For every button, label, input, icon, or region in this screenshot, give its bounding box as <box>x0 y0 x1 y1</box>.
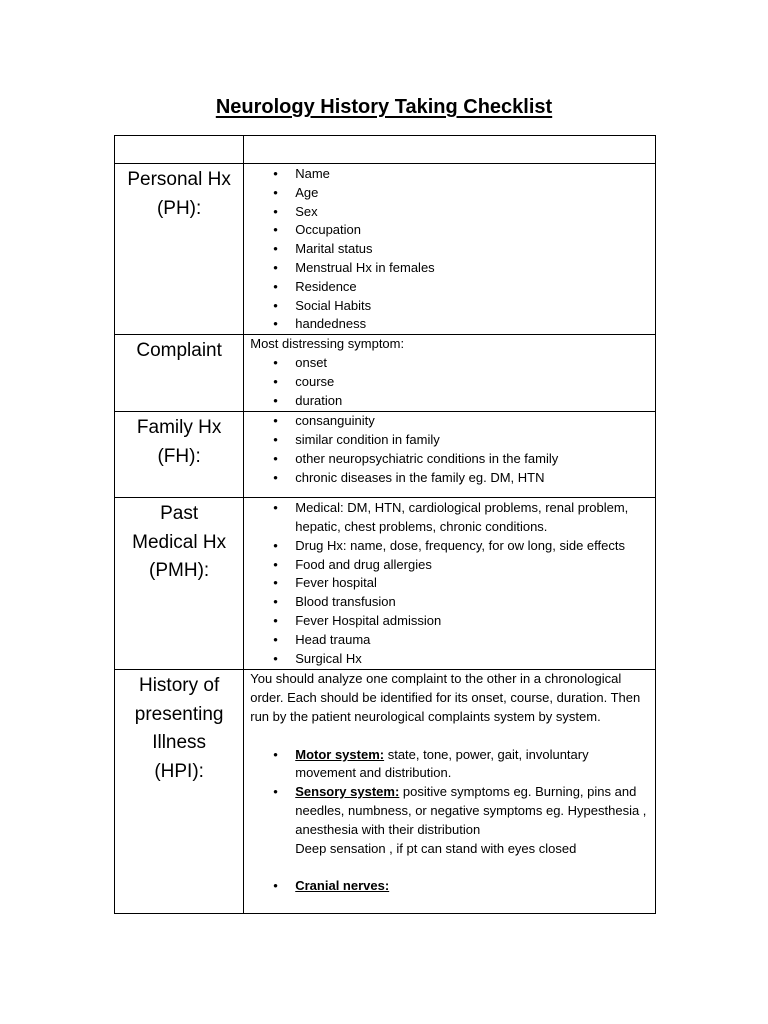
bullet-list <box>244 412 655 487</box>
complaint-intro: Most distressing symptom: <box>250 336 405 352</box>
header-row <box>115 136 656 164</box>
list-item: • Surgical Hx <box>295 650 655 669</box>
row-label <box>115 412 244 498</box>
list-item: • Name <box>295 165 655 184</box>
row-label <box>115 498 244 670</box>
row-label <box>115 670 244 914</box>
document-title: Neurology History Taking Checklist <box>215 96 553 118</box>
sensory-system-text: positive symptoms eg. Burning, pins and needles, numbness, or negative symptoms eg. Hypesthesia , anesthesia with their distribution <box>295 784 647 837</box>
list-item: • consanguinity <box>295 412 655 431</box>
row-personal-hx <box>115 164 656 335</box>
list-item: • similar condition in family <box>295 431 655 450</box>
row-label <box>115 335 244 412</box>
label-line: Family Hx <box>136 417 222 439</box>
list-item: • Sex <box>295 203 655 222</box>
sensory-system-heading: Sensory system: <box>295 784 400 800</box>
bullet-list <box>244 165 655 334</box>
deep-sensation-text: Deep sensation , if pt can stand with eyes closed <box>295 840 577 856</box>
list-item: • Medical: DM, HTN, cardiological problems, renal problem, hepatic, chest problems, chronic conditions. <box>295 499 655 537</box>
list-item: • Head trauma <box>295 631 655 650</box>
list-item: • course <box>295 373 655 392</box>
list-item: • onset <box>295 354 655 373</box>
list-item: • chronic diseases in the family eg. DM, HTN <box>295 469 655 488</box>
bullet-list <box>244 499 655 668</box>
label-line: Complaint <box>136 340 222 362</box>
label-line: Personal Hx <box>127 169 231 190</box>
label-line: (PH): <box>156 197 202 219</box>
hpi-intro: You should analyze one complaint to the other in a chronological order. Each should be identified for its onset, course, duration. Then run by the patient neurological complaints system by system. <box>250 671 641 724</box>
row-content <box>244 335 656 412</box>
row-content <box>244 498 656 670</box>
cranial-nerves-heading: Cranial nerves: <box>295 878 390 894</box>
row-family-hx <box>115 412 656 498</box>
label-line: (HPI): <box>154 760 204 782</box>
label-line: History of <box>138 675 220 697</box>
list-item: • Drug Hx: name, dose, frequency, for ow long, side effects <box>295 537 655 556</box>
row-content <box>244 412 656 498</box>
bullet-list <box>244 354 655 410</box>
row-past-medical-hx <box>115 498 656 670</box>
list-item <box>295 783 649 858</box>
row-content <box>244 670 656 914</box>
list-item: • Blood transfusion <box>295 593 655 612</box>
row-complaint <box>115 335 656 412</box>
list-item: • Residence <box>295 278 655 297</box>
list-item: • Marital status <box>295 240 655 259</box>
motor-system-heading: Motor system: <box>295 746 385 762</box>
checklist-table <box>114 135 656 914</box>
list-item: • Fever Hospital admission <box>295 612 655 631</box>
label-line: presenting <box>134 703 224 725</box>
header-cell-right <box>244 136 656 164</box>
row-content <box>244 164 656 335</box>
list-item: • handedness <box>295 315 655 334</box>
list-item: • Age <box>295 184 655 203</box>
list-item: • Fever hospital <box>295 574 655 593</box>
list-item: • Social Habits <box>295 297 655 316</box>
list-item: • Occupation <box>295 221 655 240</box>
list-item <box>295 877 649 896</box>
bullet-list <box>244 746 655 897</box>
list-item: • duration <box>295 392 655 411</box>
label-line: (PMH): <box>149 560 210 582</box>
motor-system-text: state, tone, power, gait, involuntary movement and distribution. <box>295 746 589 781</box>
row-label <box>115 164 244 335</box>
row-hpi <box>115 670 656 914</box>
list-item: • Food and drug allergies <box>295 556 655 575</box>
header-cell-left <box>115 136 244 164</box>
label-line: (FH): <box>157 445 201 467</box>
label-line: Past <box>160 503 199 525</box>
list-item: • other neuropsychiatric conditions in the family <box>295 450 655 469</box>
label-line: Medical Hx <box>132 531 227 553</box>
label-line: Illness <box>152 732 207 754</box>
list-item: • Menstrual Hx in females <box>295 259 655 278</box>
list-item <box>295 746 649 784</box>
